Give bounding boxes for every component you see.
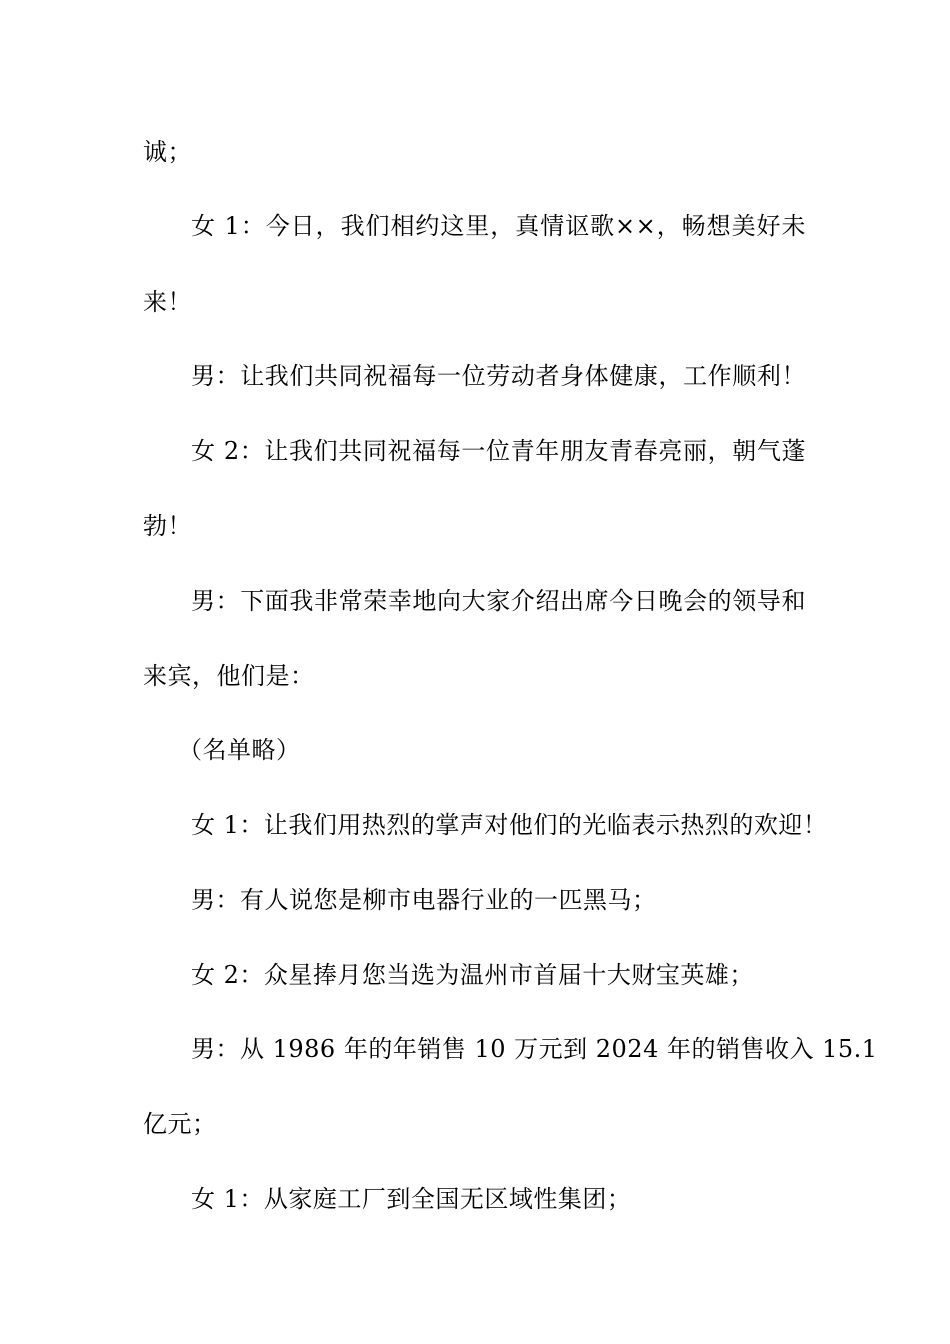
- text-line: 勃！: [143, 512, 192, 540]
- text-line: 男：从 1986 年的年销售 10 万元到 2024 年的销售收入 15.1: [191, 1035, 878, 1063]
- text-line: 诚；: [143, 138, 192, 166]
- text-line: 来宾，他们是：: [143, 662, 315, 690]
- text-line: 女 2：让我们共同祝福每一位青年朋友青春亮丽，朝气蓬: [191, 437, 806, 465]
- text-line: 男：有人说您是柳市电器行业的一匹黑马；: [191, 886, 657, 914]
- text-line: （名单略）: [178, 736, 301, 764]
- text-line: 男：下面我非常荣幸地向大家介绍出席今日晚会的领导和: [191, 587, 806, 615]
- text-line: 男：让我们共同祝福每一位劳动者身体健康，工作顺利！: [191, 362, 806, 390]
- text-line: 女 1：让我们用热烈的掌声对他们的光临表示热烈的欢迎！: [191, 811, 828, 839]
- text-line: 女 1：今日，我们相约这里，真情讴歌××，畅想美好未: [191, 212, 806, 240]
- text-line: 女 2：众星捧月您当选为温州市首届十大财宝英雄；: [191, 961, 754, 989]
- text-line: 亿元；: [143, 1110, 217, 1138]
- text-line: 来！: [143, 288, 192, 316]
- text-line: 女 1：从家庭工厂到全国无区域性集团；: [191, 1185, 632, 1213]
